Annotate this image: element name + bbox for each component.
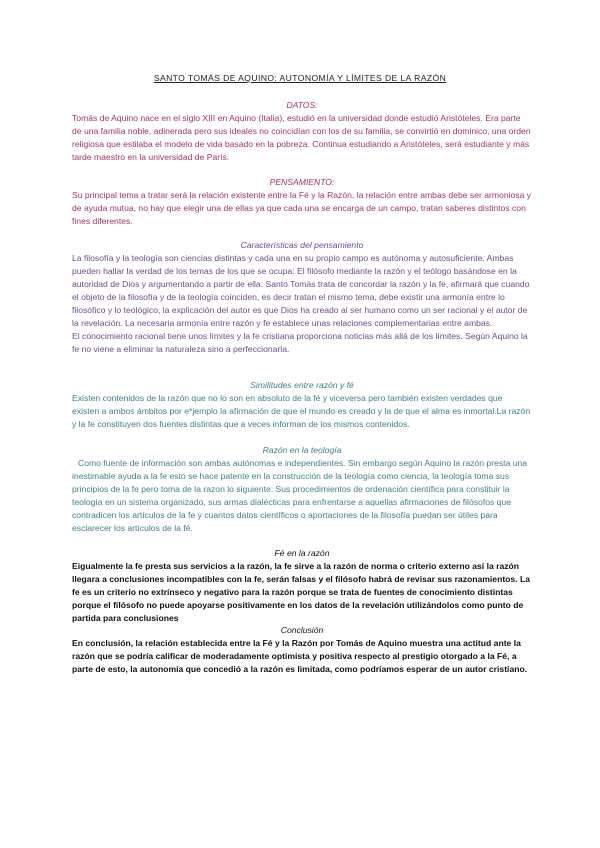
section-caracteristicas [72, 239, 532, 356]
section-heading: Razón en la teología [262, 445, 342, 455]
section-conclusion [72, 624, 532, 676]
section-paragraph: Existen contenidos de la razón que no lo son en absoluto de la fé y viceversa pero también existen verdades que existen a ambos ámbitos por e*jemplo la afirmación de que el mundo es creado y la de que el alma es inmortal.La razón y la fe constituyen dos fuentes distintas que a veces informan de los mismos contenidos. [72, 393, 531, 429]
section-paragraph: Como fuente de información son ambas autónomas e independientes. Sin embargo según Aquino la razón presta una inestimable ayuda a la fe esto se hace patente en la construcción de la teología como ciencia, la teología toma sus principios de la fe pero toma de la razon lo siguiente: Sus procedimientos de ordenación científica para constituir la teología en un sistema organizado, sus armas dialécticas para enfrentarse a aquellas afirmaciones de filósofos que contradicen los artículos de la fe y cuantos datos científicos o aportaciones de la filosofía puedan ser útiles para esclarecer los artículos de la fé. [72, 458, 528, 533]
section-pensamiento [72, 176, 532, 228]
section-paragraph: En conclusión, la relación establecida entre la Fé y la Razón por Tomás de Aquino muestra una actitud ante la razón que se podría calificar de moderadamente optimista y positiva respecto al prestigio otorgado a la Fé, a parte de esto, la autonomía que concedió a la razón es limitada, como podríamos esperar de un autor cristiano. [72, 638, 528, 674]
section-paragraph: El conocimiento racional tiene unos límites y la fe cristiana proporciona noticias más allá de los límites. Según Aquino la fe no viene a eliminar la naturaleza sino a perfeccionarla. [72, 331, 528, 354]
section-heading: Características del pensamiento [240, 240, 364, 250]
document-title: SANTO TOMÁS DE AQUINO: AUTONOMÍA Y LÍMITES DE LA RAZÓN [153, 73, 447, 83]
section-heading: PENSAMIENTO: [269, 177, 335, 187]
section-heading: DATOS: [286, 100, 318, 110]
section-paragraph: Eigualmente la fe presta sus servicios a la razón, la fe sirve a la razón de norma o criterio externo así la razón llegara a conclusiones incompatibles con la fe, serán falsas y el filósofo habrá de revisar sus razonamientos. La fe es un criterio no extrínseco y negativo para la razón porque se trata de fuentes de conocimiento distintas porque el filósofo no puede apoyarse positivamente en los datos de la revelación utilizándolos como punto de partida para conclusiones [72, 561, 531, 623]
section-paragraph: La filosofía y la teología son ciencias distintas y cada una en su propio campo es autónoma y autosuficiente. Ambas pueden hallar la verdad de los temas de los que se ocupa: El filósofo mediante la razón y el teólogo basándose en la autoridad de Dios y argumentando a partir de ella. Santo Tomás trata de concordar la razón y la fe, afirmará que cuando el objeto de la filosofía y de la teología coinciden, es decir tratan el mismo tema, debe existir una armonía entre lo filosófico y lo teológico, la explicación del autor es que Dios ha creado al ser humano como un ser racional y el autor de la revelación. La necesaria armonía entre razón y fe establece unas relaciones complementarias entre ambas. [72, 253, 530, 328]
section-heading: Similitudes entre razón y fé [250, 380, 354, 390]
section-heading: Fé en la razón [274, 548, 330, 558]
section-datos [72, 99, 532, 164]
section-paragraph: Su principal tema a tratar será la relación existente entre la Fé y la Razón, la relación entre ambas debe ser armoniosa y de ayuda mutua, no hay que elegir una de ellas ya que cada una se encarga de un campo, tratan saberes distintos con fines diferentes. [72, 190, 532, 226]
section-razon-teologia [72, 444, 532, 535]
section-paragraph: Tomás de Aquino nace en el siglo XIII en Aquino (Italia), estudió en la universidad donde estudió Aristóteles. Era parte de una familia noble, adinerada pero sus ideales no coincidían con los de su familia, se convirtió en dominico, una orden religiosa que estilaba el modelo de vida basado en la pobreza. Continua estudiando a Aristóteles, será estudiante y más tarde maestro en la universidad de París. [72, 113, 531, 162]
section-heading: Conclusión [280, 625, 324, 635]
section-fe-razon [72, 547, 532, 625]
section-similitudes [72, 379, 532, 431]
